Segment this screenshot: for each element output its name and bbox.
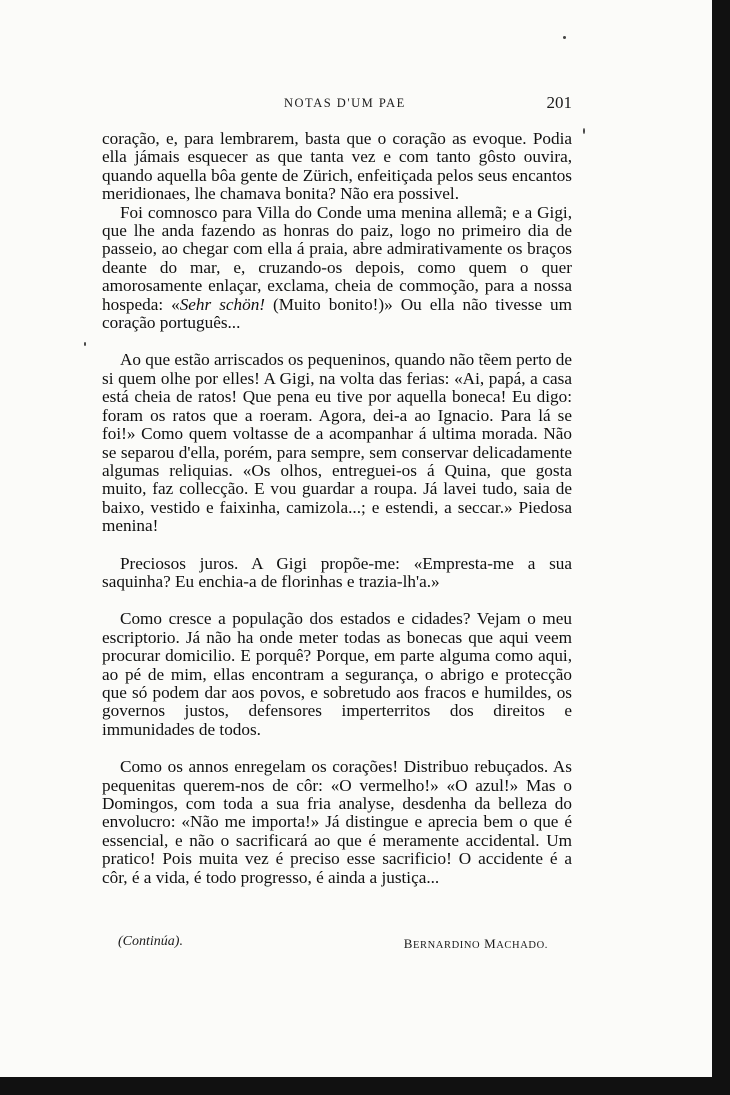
- paragraph-2: [102, 204, 572, 333]
- paragraph-4: Preciosos juros. A Gigi propõe-me: «Empresta-me a sua saquinha? Eu enchia-a de florinhas e trazia-lh'a.»: [102, 553, 572, 591]
- quote-open: «: [171, 294, 180, 314]
- author-first-initial: B: [403, 936, 413, 951]
- german-exclamation: Sehr schön!: [179, 294, 266, 314]
- author-first-rest: ERNARDINO: [412, 940, 481, 951]
- paragraph-5: Como cresce a população dos estados e cidades? Vejam o meu escriptorio. Já não ha onde meter todas as bonecas que aqui veem procurar domicilio. E porquê? Porque, em parte alguma como aqui, ao pé de mim, ellas encontram a segurança, o abrigo e protecção que só podem dar aos povos, e sobretudo aos fracos e humildes, os governos justos, defensores imperterritos dos direitos e immunidades de todos.: [102, 609, 572, 739]
- scan-speck: [583, 128, 585, 134]
- page-footer: [118, 934, 548, 954]
- author-last-initial: M: [484, 936, 497, 951]
- scan-speck: [563, 36, 566, 39]
- page-number: 201: [546, 93, 572, 112]
- page-header: [102, 93, 572, 116]
- scan-border-bottom: [0, 1077, 730, 1095]
- paragraph-6: Como os annos enregelam os corações! Distribuo rebuçados. As pequenitas querem-nos de côr: «O vermelho!» «O azul!» Mas o Domingos, com toda a sua fria analyse, desdenha da belleza do envolucro: «Não me importa!» Já distingue e aprecia bem o que é essencial, e não o sacrificará ao que é meramente accidental. Um pratico! Pois muita vez é preciso esse sacrificio! O accidente é a côr, é a vida, é todo progresso, é ainda a justiça...: [102, 757, 572, 887]
- continua-note: (Continúa).: [118, 934, 183, 949]
- author-signature: [404, 936, 548, 952]
- paragraph-2-text: Foi comnosco para Villa do Conde uma menina allemã; e a Gigi, que lhe anda fazendo as honras do paiz, logo no primeiro dia de passeio, ao chegar com ella á praia, abre admirativamente os braços deante do mar, e, cruzando-os depois, como quem o quer amorosamente enlaçar, exclama, cheia de commoção, para a nossa hospeda:: [102, 202, 572, 314]
- running-title: NOTAS D'UM PAE: [284, 96, 406, 110]
- quote-rest: (Muito bonito!)» Ou ella não tivesse um coração português...: [102, 294, 573, 333]
- scan-speck: [84, 342, 86, 346]
- paragraph-3: Ao que estão arriscados os pequeninos, quando não tẽem perto de si quem olhe por elles! A Gigi, na volta das ferias: «Ai, papá, a casa está cheia de ratos! Que pena eu tive por aquella boneca! Eu digo: foram os ratos que a roeram. Agora, dei-a ao Ignacio. Para lá se foi!» Como quem voltasse de a acompanhar á ultima morada. Não se separou d'ella, porém, para sempre, sem conservar delicadamente algumas reliquias. «Os olhos, entreguei-os á Quina, que gosta muito, faz collecção. E vou guardar a roupa. Já lavei tudo, saia de baixo, vestido e faixinha, camizola...; e estendi, a seccar.» Piedosa menina!: [102, 350, 572, 536]
- paragraph-1: coração, e, para lembrarem, basta que o coração as evoque. Podia ella jámais esquecer as que tanta vez e com tanto gôsto ouvira, quando aquella bôa gente de Zürich, enfeitiçada pelos seus encantos meridionaes, lhe chamava bonita? Não era possivel.: [102, 129, 572, 204]
- body-text: [102, 130, 572, 887]
- author-last-rest: ACHADO.: [496, 940, 548, 951]
- scan-border-right: [712, 0, 730, 1095]
